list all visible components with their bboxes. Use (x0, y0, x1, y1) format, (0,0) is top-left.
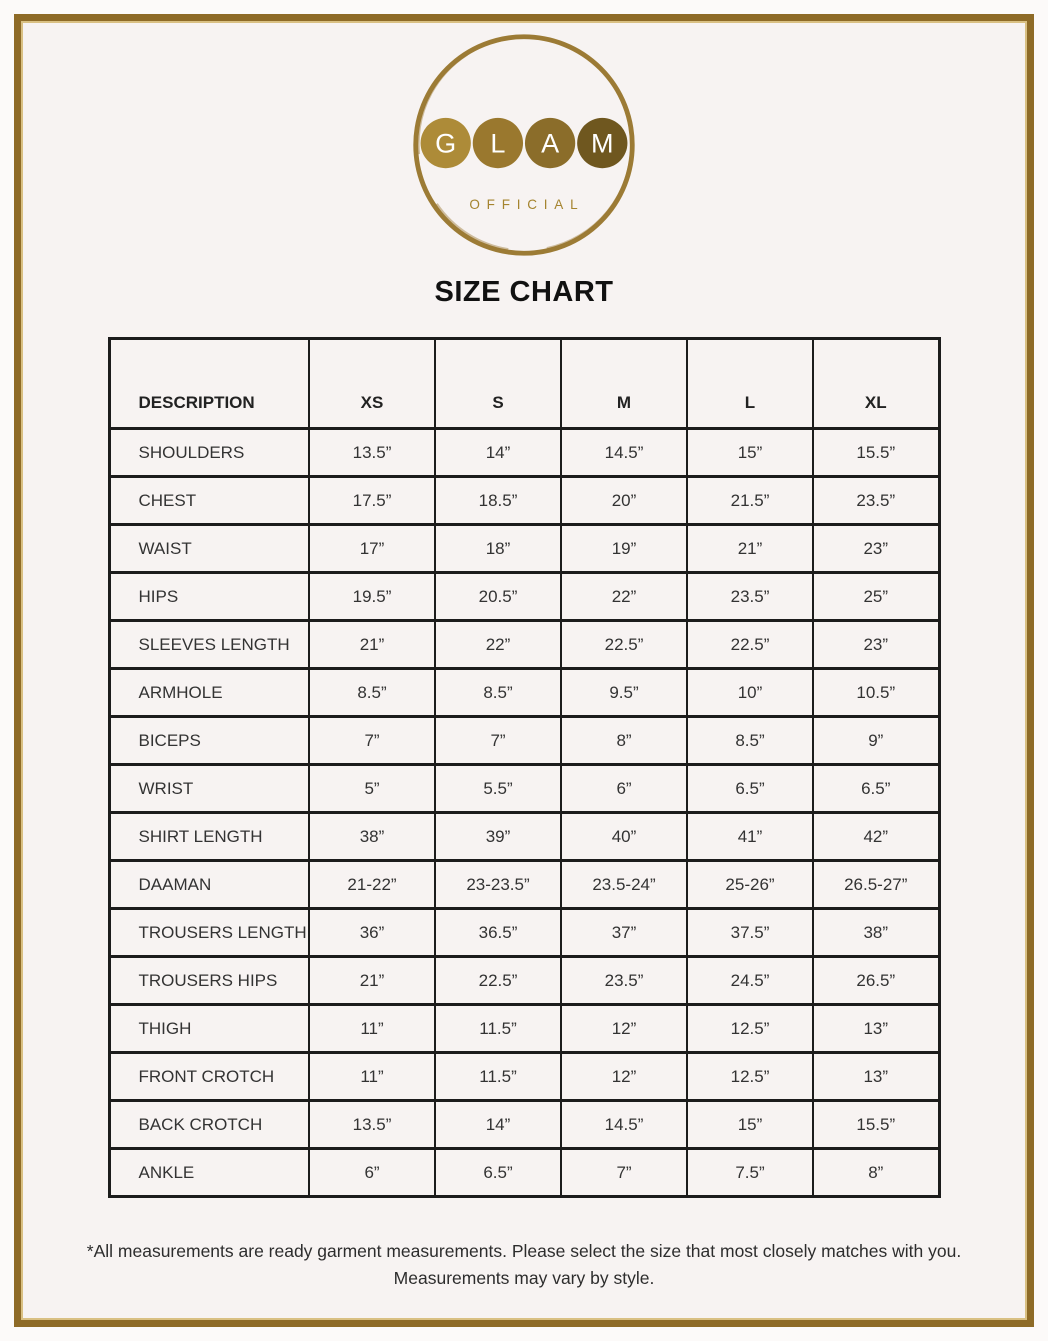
cell-value: 42” (813, 813, 939, 861)
cell-value: 11” (309, 1005, 435, 1053)
row-label: WAIST (109, 525, 309, 573)
cell-value: 10.5” (813, 669, 939, 717)
cell-value: 8.5” (435, 669, 561, 717)
table-row (109, 861, 939, 909)
cell-value: 20.5” (435, 573, 561, 621)
cell-value: 22.5” (435, 957, 561, 1005)
row-label: BICEPS (109, 717, 309, 765)
cell-value: 36” (309, 909, 435, 957)
row-label: HIPS (109, 573, 309, 621)
cell-value: 6” (561, 765, 687, 813)
cell-value: 23.5-24” (561, 861, 687, 909)
cell-value: 25-26” (687, 861, 813, 909)
table-row (109, 1053, 939, 1101)
table-row (109, 717, 939, 765)
logo-letter-l: L (490, 128, 506, 159)
cell-value: 6.5” (687, 765, 813, 813)
cell-value: 14.5” (561, 1101, 687, 1149)
logo-letter-m: M (591, 128, 614, 159)
cell-value: 14” (435, 429, 561, 477)
cell-value: 21.5” (687, 477, 813, 525)
table-row (109, 525, 939, 573)
cell-value: 13” (813, 1053, 939, 1101)
cell-value: 11.5” (435, 1005, 561, 1053)
cell-value: 22.5” (561, 621, 687, 669)
cell-value: 17.5” (309, 477, 435, 525)
cell-value: 11” (309, 1053, 435, 1101)
cell-value: 8.5” (687, 717, 813, 765)
table-row (109, 621, 939, 669)
cell-value: 5.5” (435, 765, 561, 813)
cell-value: 23” (813, 621, 939, 669)
cell-value: 9” (813, 717, 939, 765)
footnote-line-1: *All measurements are ready garment measurements. Please select the size that most closely matches with you. (86, 1241, 962, 1261)
cell-value: 7.5” (687, 1149, 813, 1197)
cell-value: 12.5” (687, 1005, 813, 1053)
footnote (21, 1238, 1027, 1292)
cell-value: 8.5” (309, 669, 435, 717)
cell-value: 20” (561, 477, 687, 525)
cell-value: 6.5” (435, 1149, 561, 1197)
cell-value: 23.5” (687, 573, 813, 621)
logo-letter-g: G (435, 128, 457, 159)
cell-value: 8” (561, 717, 687, 765)
row-label: ANKLE (109, 1149, 309, 1197)
cell-value: 10” (687, 669, 813, 717)
row-label: ARMHOLE (109, 669, 309, 717)
row-label: BACK CROTCH (109, 1101, 309, 1149)
cell-value: 6” (309, 1149, 435, 1197)
cell-value: 22” (561, 573, 687, 621)
cell-value: 14” (435, 1101, 561, 1149)
page-title: SIZE CHART (434, 276, 614, 308)
row-label: TROUSERS LENGTH (109, 909, 309, 957)
table-row (109, 477, 939, 525)
size-chart-table (108, 337, 941, 1198)
cell-value: 23.5” (813, 477, 939, 525)
cell-value: 9.5” (561, 669, 687, 717)
cell-value: 24.5” (687, 957, 813, 1005)
cell-value: 41” (687, 813, 813, 861)
table-row (109, 765, 939, 813)
cell-value: 21-22” (309, 861, 435, 909)
logo-letter-a: A (541, 128, 560, 159)
cell-value: 14.5” (561, 429, 687, 477)
brand-logo (408, 29, 640, 266)
cell-value: 11.5” (435, 1053, 561, 1101)
table-row (109, 1149, 939, 1197)
cell-value: 13.5” (309, 429, 435, 477)
cell-value: 15.5” (813, 1101, 939, 1149)
cell-value: 13” (813, 1005, 939, 1053)
cell-value: 37” (561, 909, 687, 957)
cell-value: 6.5” (813, 765, 939, 813)
column-header-l: L (687, 339, 813, 429)
cell-value: 21” (309, 621, 435, 669)
logo-subtitle: OFFICIAL (469, 196, 585, 212)
cell-value: 37.5” (687, 909, 813, 957)
cell-value: 26.5-27” (813, 861, 939, 909)
column-header-xl: XL (813, 339, 939, 429)
cell-value: 23” (813, 525, 939, 573)
cell-value: 23.5” (561, 957, 687, 1005)
cell-value: 26.5” (813, 957, 939, 1005)
cell-value: 23-23.5” (435, 861, 561, 909)
cell-value: 12” (561, 1005, 687, 1053)
row-label: FRONT CROTCH (109, 1053, 309, 1101)
cell-value: 21” (687, 525, 813, 573)
table-row (109, 957, 939, 1005)
row-label: THIGH (109, 1005, 309, 1053)
cell-value: 15” (687, 429, 813, 477)
cell-value: 38” (813, 909, 939, 957)
table-row (109, 573, 939, 621)
table-row (109, 813, 939, 861)
decorative-gold-frame (14, 14, 1034, 1327)
size-chart-page (21, 21, 1027, 1320)
cell-value: 36.5” (435, 909, 561, 957)
column-header-description: DESCRIPTION (109, 339, 309, 429)
cell-value: 17” (309, 525, 435, 573)
table-row (109, 429, 939, 477)
column-header-xs: XS (309, 339, 435, 429)
cell-value: 12” (561, 1053, 687, 1101)
cell-value: 7” (435, 717, 561, 765)
cell-value: 19” (561, 525, 687, 573)
cell-value: 25” (813, 573, 939, 621)
table-row (109, 1101, 939, 1149)
cell-value: 12.5” (687, 1053, 813, 1101)
row-label: SHOULDERS (109, 429, 309, 477)
column-header-s: S (435, 339, 561, 429)
row-label: DAAMAN (109, 861, 309, 909)
cell-value: 15” (687, 1101, 813, 1149)
row-label: SHIRT LENGTH (109, 813, 309, 861)
column-header-m: M (561, 339, 687, 429)
cell-value: 38” (309, 813, 435, 861)
cell-value: 21” (309, 957, 435, 1005)
row-label: WRIST (109, 765, 309, 813)
cell-value: 39” (435, 813, 561, 861)
cell-value: 13.5” (309, 1101, 435, 1149)
footnote-line-2: Measurements may vary by style. (393, 1268, 655, 1289)
cell-value: 40” (561, 813, 687, 861)
cell-value: 7” (309, 717, 435, 765)
cell-value: 18.5” (435, 477, 561, 525)
table-row (109, 909, 939, 957)
table-row (109, 669, 939, 717)
cell-value: 22” (435, 621, 561, 669)
table-row (109, 1005, 939, 1053)
cell-value: 7” (561, 1149, 687, 1197)
row-label: SLEEVES LENGTH (109, 621, 309, 669)
cell-value: 5” (309, 765, 435, 813)
cell-value: 22.5” (687, 621, 813, 669)
cell-value: 18” (435, 525, 561, 573)
header-row (109, 339, 939, 429)
cell-value: 15.5” (813, 429, 939, 477)
row-label: CHEST (109, 477, 309, 525)
cell-value: 8” (813, 1149, 939, 1197)
row-label: TROUSERS HIPS (109, 957, 309, 1005)
cell-value: 19.5” (309, 573, 435, 621)
glam-logo-icon (408, 29, 640, 261)
